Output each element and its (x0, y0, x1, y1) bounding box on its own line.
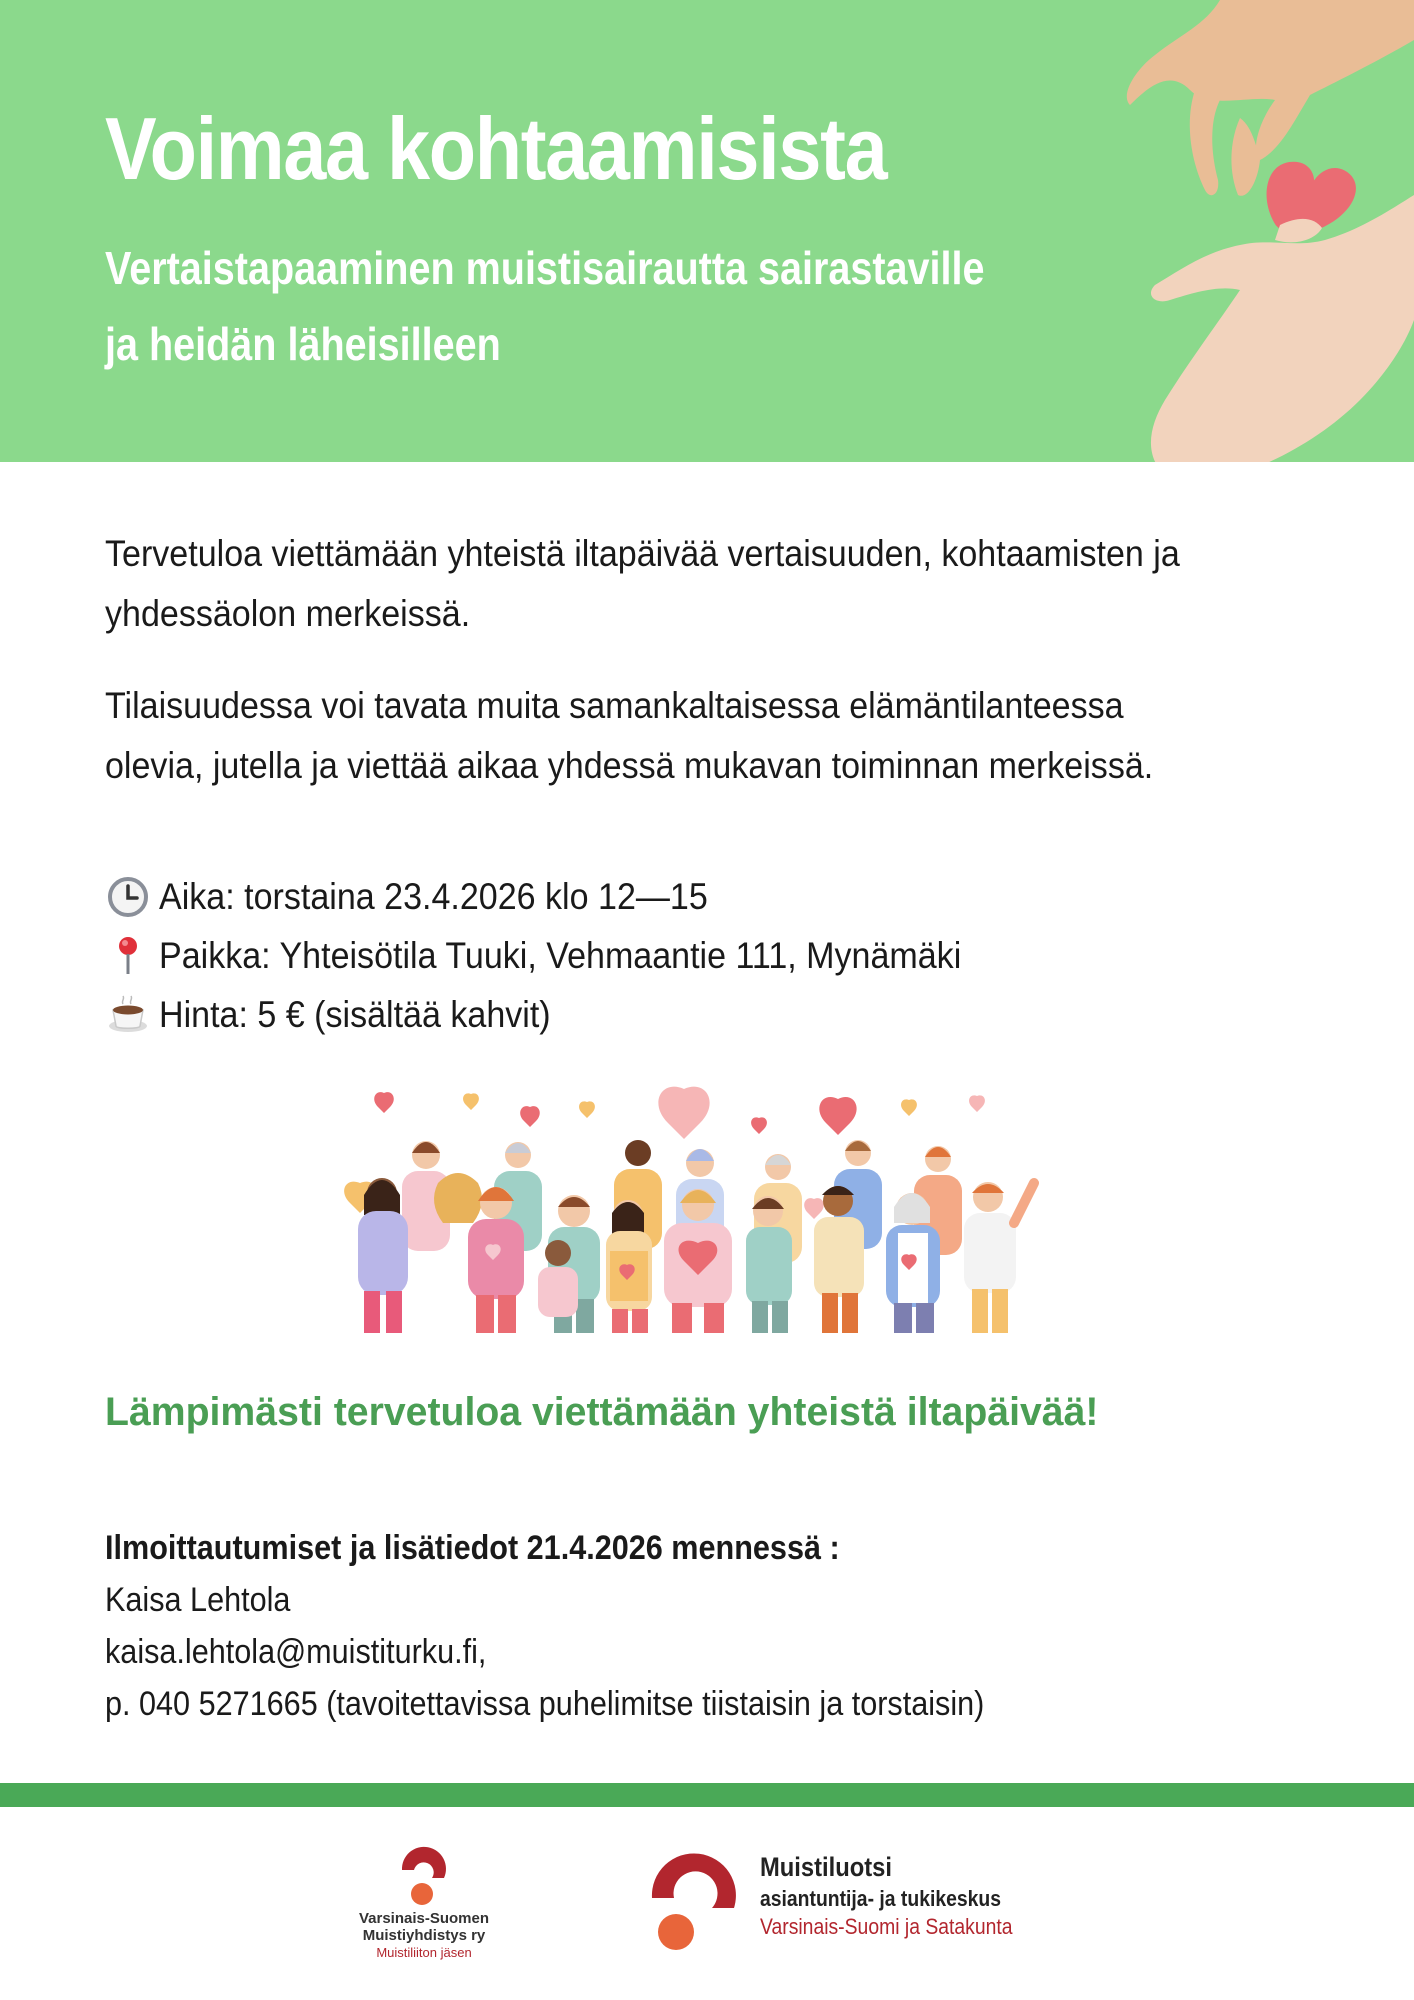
contact-email[interactable]: kaisa.lehtola@muistiturku.fi, (105, 1633, 487, 1671)
page-subtitle (105, 230, 985, 382)
subtitle-line-1: Vertaistapaaminen muistisairautta sairastaville (105, 242, 985, 294)
hands-heart-illustration (1110, 0, 1414, 462)
org2-line-2: Varsinais-Suomi ja Satakunta (760, 1914, 1013, 1939)
detail-price: Hinta: 5 € (sisältää kahvit) (105, 985, 1031, 1044)
intro-paragraph-1: Tervetuloa viettämään yhteistä iltapäivää vertaisuuden, kohtaamisten ja yhdessäolon merkeissä. (105, 533, 1180, 634)
muistiyhdistys-mark-icon (352, 1838, 496, 1908)
detail-time: Aika: torstaina 23.4.2026 klo 12—15 (105, 867, 1031, 926)
contact-heading: Ilmoittautumiset ja lisätiedot 21.4.2026 mennessä : (105, 1529, 840, 1567)
welcome-message: Lämpimästi tervetuloa viettämään yhteistä iltapäivää! (105, 1390, 1099, 1434)
contact-info (105, 1522, 1082, 1730)
intro-paragraph-2: Tilaisuudessa voi tavata muita samankaltaisessa elämäntilanteessa olevia, jutella ja viettää aikaa yhdessä mukavan toiminnan merkeissä. (105, 685, 1154, 786)
org2-line-1: asiantuntija- ja tukikeskus (760, 1886, 1002, 1911)
contact-phone: p. 040 5271665 (tavoitettavissa puhelimitse tiistaisin ja torstaisin) (105, 1685, 985, 1723)
coffee-icon (105, 992, 151, 1038)
org1-line-1: Varsinais-Suomen (358, 1910, 490, 1927)
muistiyhdistys-logo (352, 1838, 496, 1968)
footer-divider (0, 1783, 1414, 1807)
muistiluotsi-mark-icon (650, 1852, 740, 1952)
detail-place: Paikka: Yhteisötila Tuuki, Vehmaantie 111, Mynämäki (105, 926, 1031, 985)
muistiluotsi-logo (650, 1852, 1070, 1962)
pin-icon (105, 933, 151, 979)
crowd-illustration (338, 1083, 1050, 1333)
org1-line-3: Muistiliiton jäsen (376, 1945, 472, 1960)
org2-name: Muistiluotsi (760, 1852, 892, 1882)
contact-name: Kaisa Lehtola (105, 1581, 291, 1619)
event-details (105, 867, 1031, 1044)
hero-banner (0, 0, 1414, 462)
org1-line-2: Muistiyhdistys ry (362, 1927, 486, 1944)
clock-icon (105, 874, 151, 920)
page-title: Voimaa kohtaamisista (105, 99, 887, 198)
subtitle-line-2: ja heidän läheisilleen (105, 318, 501, 370)
